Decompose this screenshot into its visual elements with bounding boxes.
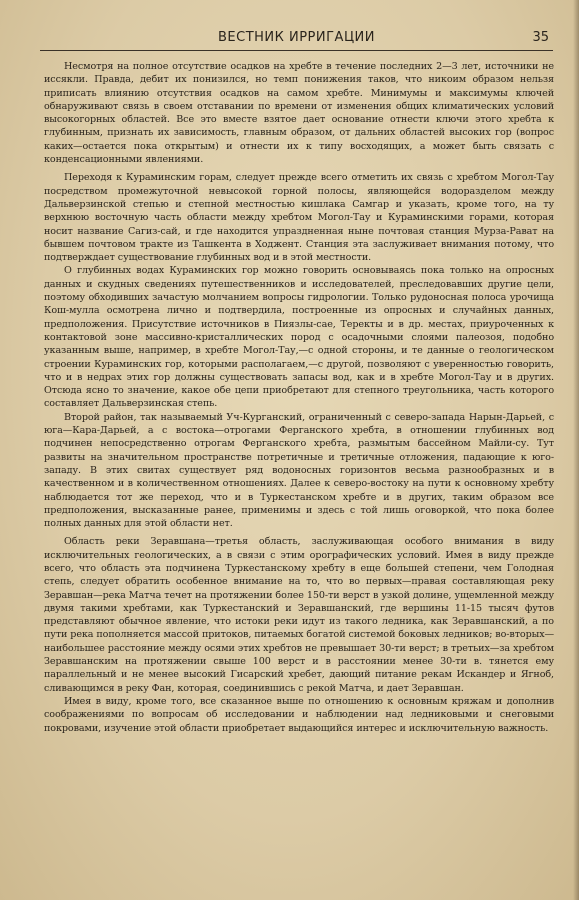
page-edge-shadow bbox=[573, 0, 579, 900]
page-number: 35 bbox=[532, 30, 549, 45]
article-body bbox=[44, 60, 554, 735]
running-title: ВЕСТНИК ИРРИГАЦИИ bbox=[217, 30, 375, 45]
paragraph-3: О глубинных водах Кураминских гор можно говорить основываясь пока только на опросных данных и скудных сведениях путешественников и исследователей, преследовавших другие цели, поэтому обходивших зачастую молчанием вопросы гидрологии. Только рудоносная полоса урочища Кош-мулла осмотрена лично и подтвердила, построенные из опросных и случайных данных, предположения. Присутствие источников в Пиязлы-сае, Теректы и в др. местах, приуроченных к контактовой зоне массивно-кристаллических пород с осадочными слоями палеозоя, подобно указанным выше, например, в хребте Могол-Тау,—с одной стороны, и те данные о геологическом строении Кураминских гор, которыми располагаем,—с другой, позволяют с уверенностью говорить, что и в недрах этих гор должны существовать запасы вод, как и в хребте Могол-Тау и в других. Отсюда ясно то значение, какое обе цепи приобретают для степного треугольника, часть которого составляет Дальверзинская степь. bbox=[44, 265, 554, 410]
paragraph-5: Область реки Зеравшана—третья область, заслуживающая особого внимания в виду исключительных геологических, а в связи с этим орографических условий. Имея в виду прежде всего, что область эта подчинена Туркестанскому хребту в еще большей степени, чем Голодная степь, следует обратить особенное внимание на то, что во первых—правая составляющая реку Зеравшан—река Матча течет на протяжении более 150-ти верст в узкой долине, ущемленной между двумя такими хребтами, как Туркестанский и Зеравшанский, где вершины 11-15 тысяч футов представляют обычное явление, что истоки реки идут из такого ледника, как Зеравшанский, а по пути река пополняется массой притоков, питаемых богатой системой боковых ледников; во-вторых—наибольшее расстояние между осями этих хребтов не превышает 30-ти верст; в третьих—за хребтом Зеравшанским на протяжении свыше 100 верст и в расстоянии менее 30-ти в. тянется ему параллельный и не менее высокий Гисарский хребет, дающий питание рекам Искандер и Ягноб, сливающимся в реку Фан, которая, соединившись с рекой Матча, и дает Зеравшан. bbox=[44, 536, 554, 694]
paragraph-6: Имея в виду, кроме того, все сказанное выше по отношению к основным кряжам и дополнив соображениями по вопросам об исследовании и наблюдении над ледниковыми и снеговыми покровами, изучение этой области приобретает выдающийся интерес и исключительную важность. bbox=[44, 695, 554, 734]
paragraph-4: Второй район, так называемый Уч-Курганский, ограниченный с северо-запада Нарын-Дарьей, с юга—Кара-Дарьей, а с востока—отрогами Ферганского хребта, в отношении глубинных вод подчинен непосредственно отрогам Ферганского хребта, размытым бассейном Майли-су. Тут развиты на значительном пространстве потретичные и третичные отложения, падающие к юго-западу. В этих свитах существует ряд водоносных горизонтов весьма разнообразных и в качественном и в количественном отношениях. Далее к северо-востоку на пути к основному хребту наблюдается тот же переход, что и в Туркестанском хребте и в других, таким образом все предположения, высказанные ранее, применимы и здесь с той лишь оговоркой, что пока более полных данных для этой области нет. bbox=[44, 411, 554, 530]
paragraph-2: Переходя к Кураминским горам, следует прежде всего отметить их связь с хребтом Могол-Тау посредством промежуточной невысокой горной полосы, являющейся водоразделом между Дальверзинской степью и степной местностью кишлака Самгар и указать, кроме того, на ту верхнюю восточную часть области между хребтом Могол-Тау и Кураминскими горами, которая носит название Сагиз-сай, и где находится упраздненная ныне почтовая станция Мурза-Рават на бывшем почтовом тракте из Ташкента в Ходжент. Станция эта заслуживает внимания потому, что подтверждает существование глубинных вод и в этой местности. bbox=[44, 172, 554, 264]
paragraph-1: Несмотря на полное отсутствие осадков на хребте в течение последних 2—3 лет, источники не иссякли. Правда, дебит их понизился, но темп понижения таков, что никоим образом нельзя приписать влиянию отсутствия осадков на самом хребте. Минимумы и максимумы ключей обнаруживают связь в своем отставании по времени от изменения общих климатических условий высокогорных областей. Все это вместе взятое дает основание отнести ключи этого хребта к глубинным, признать их зависимость, главным образом, от дальних областей высоких гор (вопрос каких—остается пока открытым) и отнести их к типу восходящих, а может быть связать с конденсационными явлениями. bbox=[44, 61, 554, 166]
page-header bbox=[40, 28, 553, 51]
